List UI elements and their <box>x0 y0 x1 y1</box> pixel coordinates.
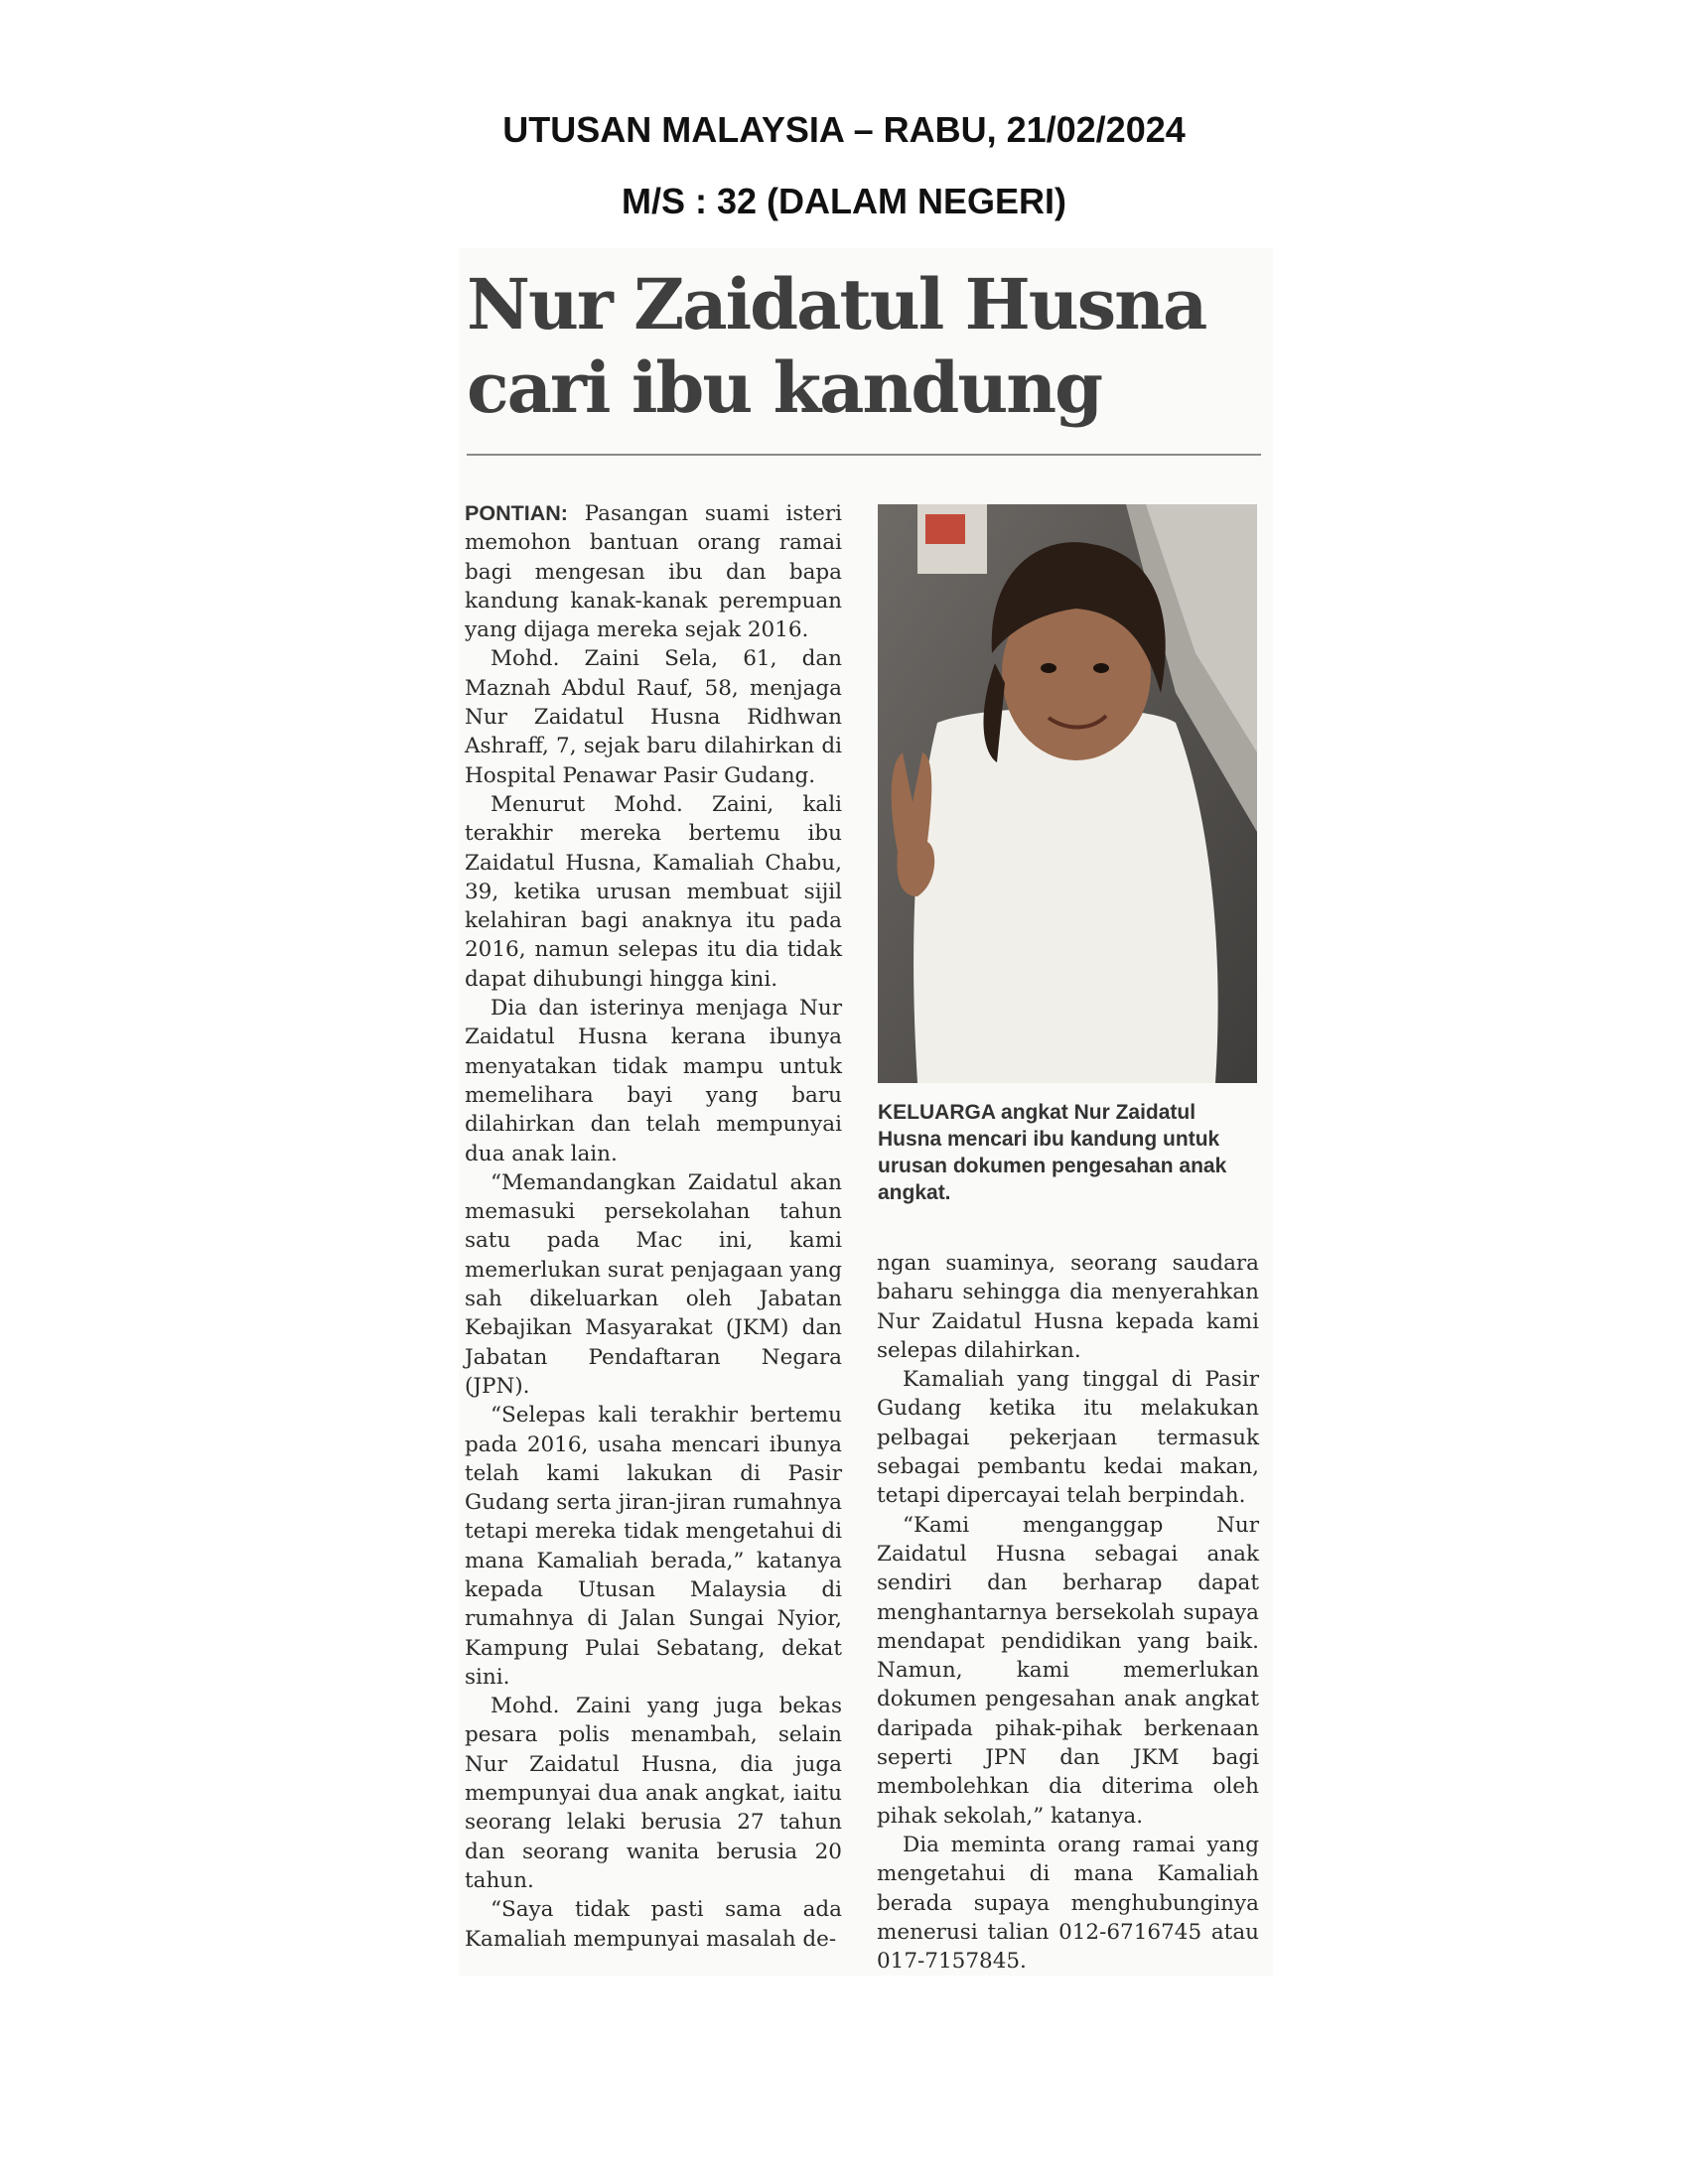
article-paragraph: “Selepas kali terakhir bertemu pada 2016, usaha mencari ibunya telah kami lakukan di Pasir Gudang serta jiran-jiran rumahnya tetapi mereka tidak mengetahui di mana Kamaliah berada,” katanya kepada Utusan Malaysia di rumahnya di Jalan Sungai Nyior, Kampung Pulai Sebatang, dekat sini. <box>465 1403 842 1690</box>
article-paragraph: “Saya tidak pasti sama ada Kamaliah mempunyai masalah de- <box>465 1897 842 1952</box>
article-column-2 <box>877 1249 1259 1976</box>
article-headline <box>467 263 1221 430</box>
article-paragraph: Mohd. Zaini Sela, 61, dan Maznah Abdul Rauf, 58, menjaga Nur Zaidatul Husna Ridhwan Ashraff, 7, sejak baru dilahirkan di Hospital Penawar Pasir Gudang. <box>465 646 842 788</box>
article-paragraph: “Memandangkan Zaidatul akan memasuki persekolahan tahun satu pada Mac ini, kami memerlukan surat penjagaan yang sah dikeluarkan oleh Jabatan Kebajikan Masyarakat (JKM) dan Jabatan Pendaftaran Negara (JPN). <box>465 1169 842 1399</box>
page-section-header: M/S : 32 (DALAM NEGERI) <box>621 181 1066 221</box>
headline-divider <box>467 454 1261 456</box>
article-paragraph: Mohd. Zaini yang juga bekas pesara polis menambah, selain Nur Zaidatul Husna, dia juga mempunyai dua anak angkat, iaitu seorang lelaki berusia 27 tahun dan seorang wanita berusia 20 tahun. <box>465 1694 842 1893</box>
article-column-1 <box>465 499 842 1954</box>
article-photo <box>878 504 1257 1083</box>
article-paragraph: “Kami menganggap Nur Zaidatul Husna sebagai anak sendiri dan berharap dapat menghantarnya bersekolah supaya mendapat pendidikan yang baik. Namun, kami memerlukan dokumen pengesahan anak angkat daripada pihak-pihak berkenaan seperti JPN dan JKM bagi membolehkan dia diterima oleh pihak sekolah,” katanya. <box>877 1512 1259 1829</box>
dateline: PONTIAN: <box>465 501 568 525</box>
newspaper-source-header: UTUSAN MALAYSIA – RABU, 21/02/2024 <box>502 109 1186 150</box>
article-paragraph: Dia meminta orang ramai yang mengetahui di mana Kamaliah berada supaya menghubunginya menerusi talian 012-6716745 atau 017-7157845. <box>877 1832 1259 1975</box>
headline-line-2: cari ibu kandung <box>467 346 1102 429</box>
article-paragraph: PONTIAN: Pasangan suami isteri memohon bantuan orang ramai bagi mengesan ibu dan bapa kandung kanak-kanak perempuan yang dijaga mereka sejak 2016. <box>465 501 842 643</box>
article-paragraph: Menurut Mohd. Zaini, kali terakhir mereka bertemu ibu Zaidatul Husna, Kamaliah Chabu, 39, ketika urusan membuat sijil kelahiran bagi anaknya itu pada 2016, namun selepas itu dia tidak dapat dihubungi hingga kini. <box>465 791 842 992</box>
headline-line-1: Nur Zaidatul Husna <box>467 263 1206 345</box>
article-paragraph: Kamaliah yang tinggal di Pasir Gudang ketika itu melakukan pelbagai pekerjaan termasuk sebagai pembantu kedai makan, tetapi dipercayai telah berpindah. <box>877 1367 1259 1509</box>
article-paragraph: Dia dan isterinya menjaga Nur Zaidatul Husna kerana ibunya menyatakan tidak mampu untuk memelihara bayi yang baru dilahirkan dan telah mempunyai dua anak lain. <box>465 996 842 1166</box>
photo-caption: KELUARGA angkat Nur Zaidatul Husna mencari ibu kandung untuk urusan dokumen pengesahan anak angkat. <box>878 1101 1227 1204</box>
article-paragraph: ngan suaminya, seorang saudara baharu sehingga dia menyerahkan Nur Zaidatul Husna kepada kami selepas dilahirkan. <box>877 1251 1259 1363</box>
